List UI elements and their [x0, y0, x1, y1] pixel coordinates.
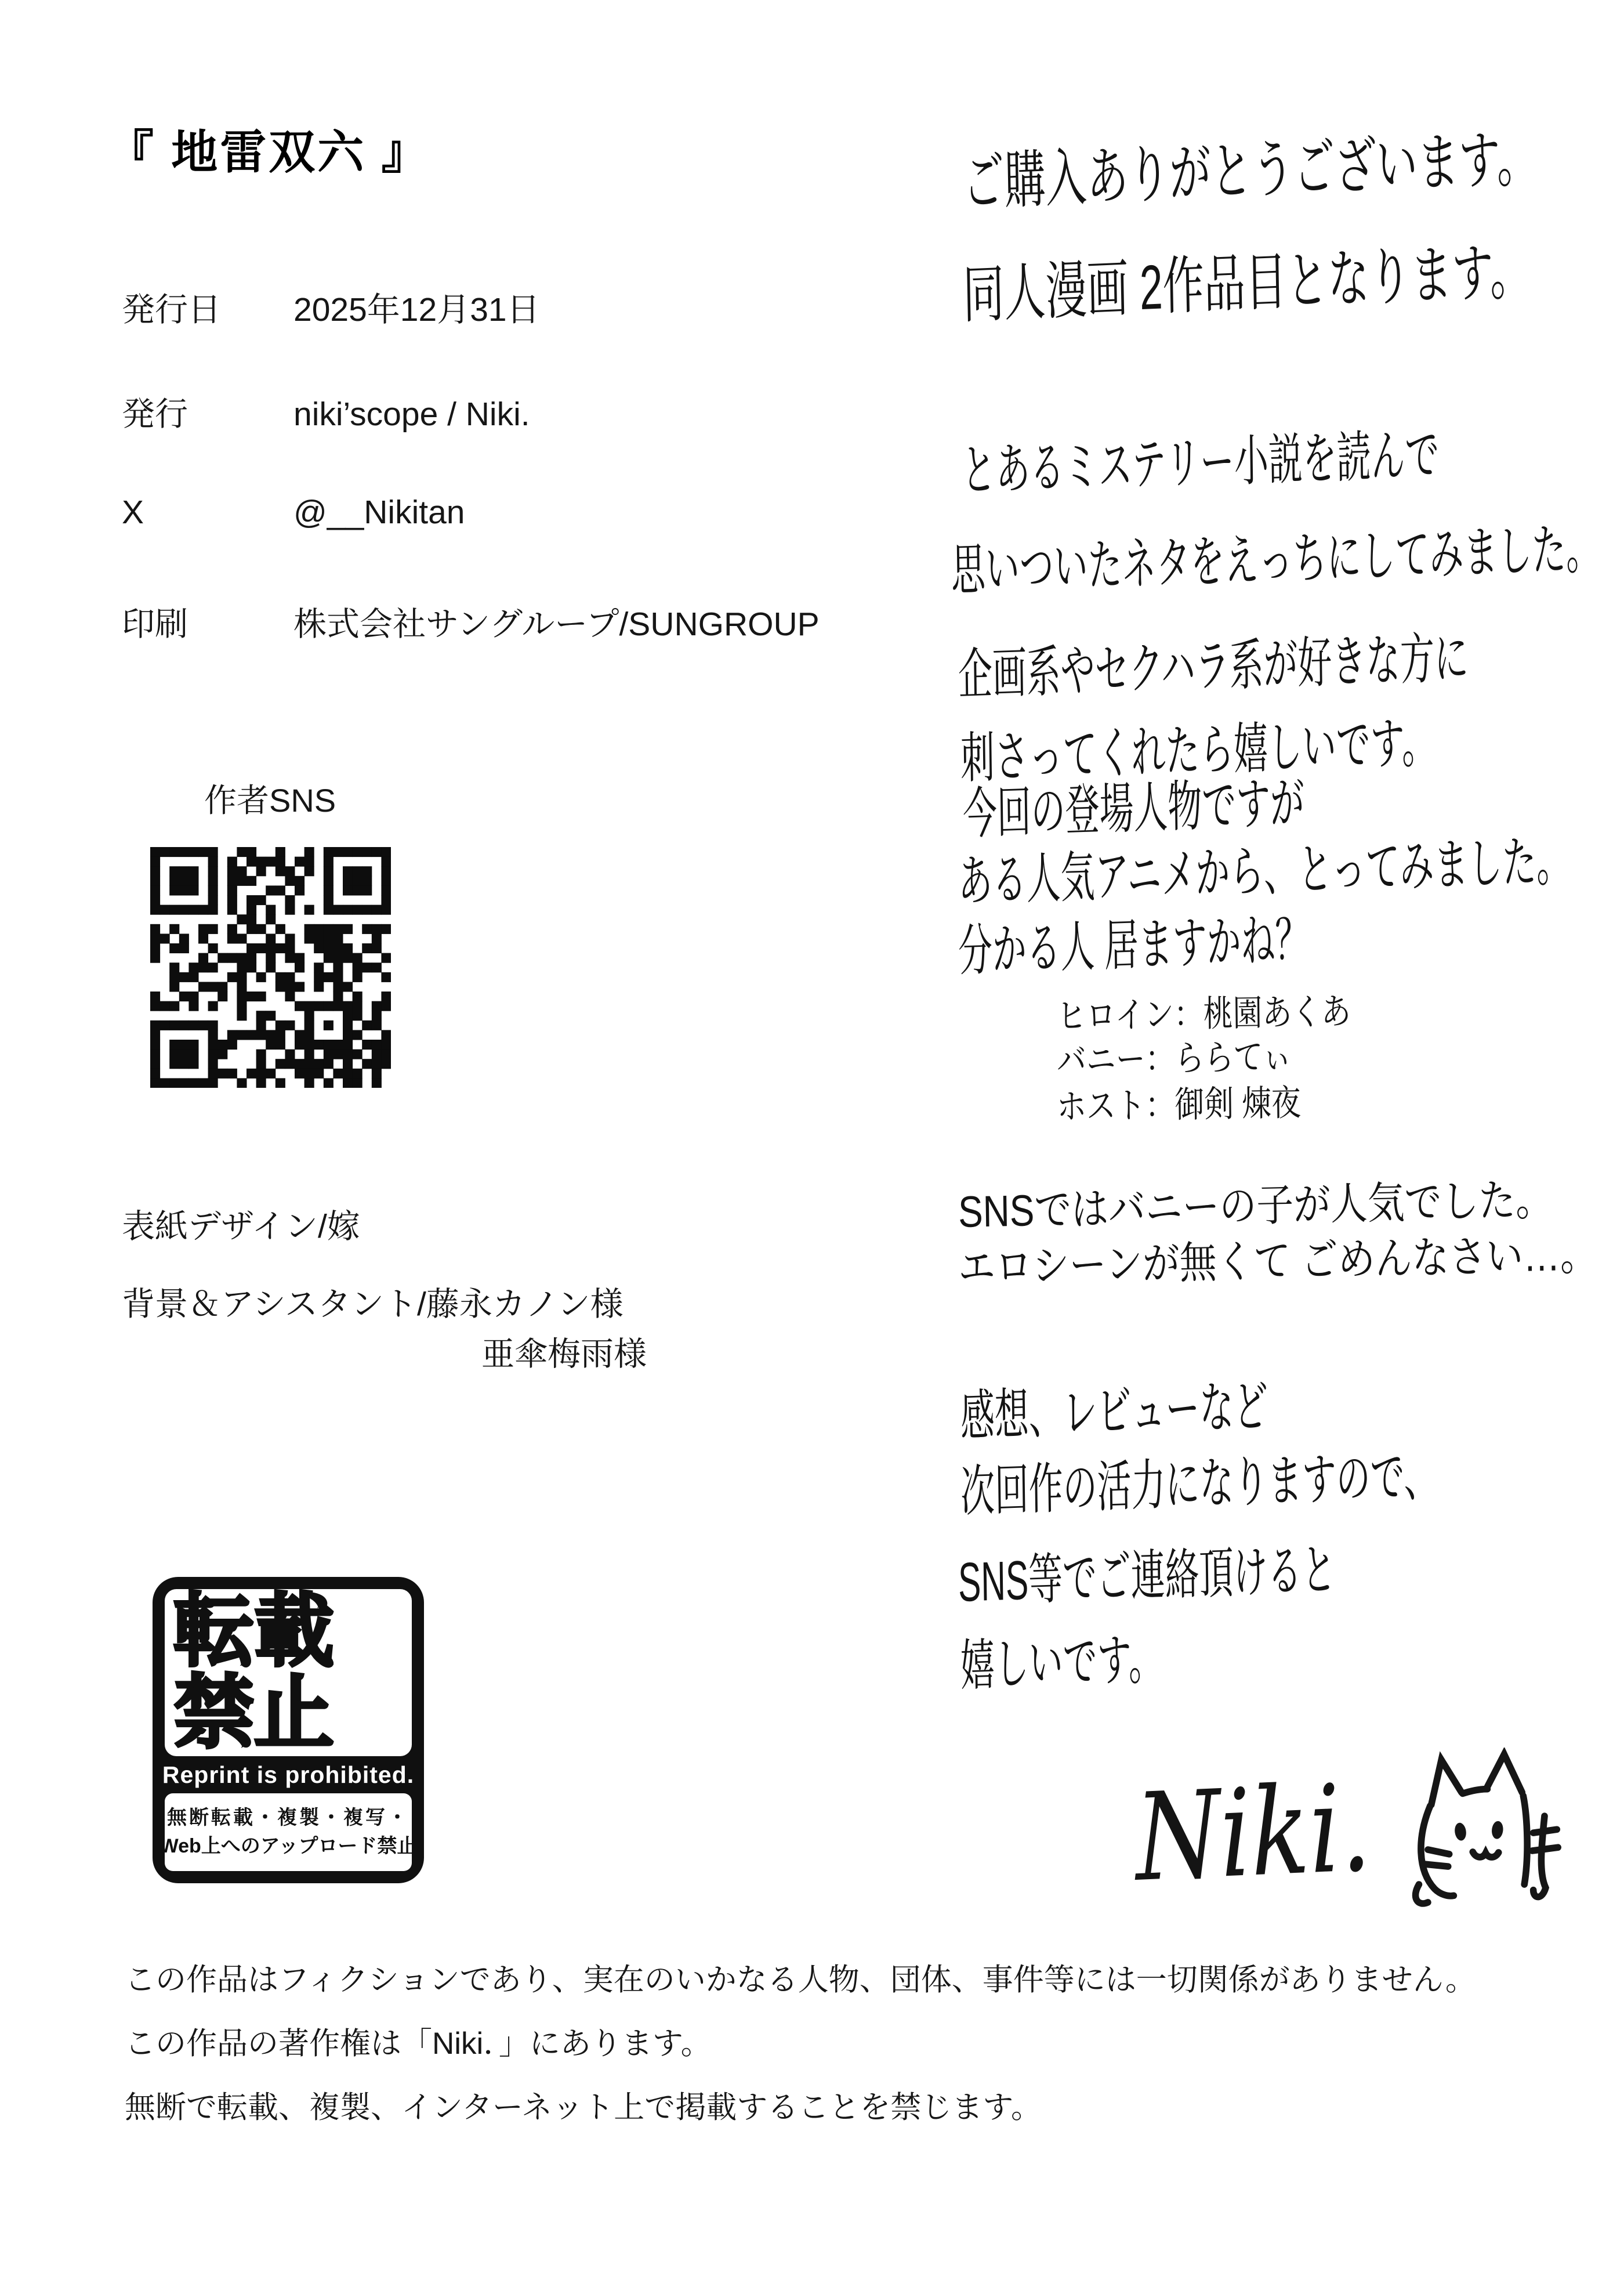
- stamp-detail-line1: 無断転載・複製・複写・: [167, 1806, 409, 1829]
- info-row-x-account: [122, 493, 465, 531]
- hw-characters-intro-line2: ある人気アニメから、とってみました。: [958, 830, 1571, 913]
- hw-characters-intro-line3: 分かる人 居ますかね？: [958, 909, 1310, 982]
- hw-thanks-line2: 同人漫画 2作品目となります。: [962, 236, 1532, 330]
- hw-request-line1: 感想、レビューなど: [960, 1376, 1268, 1448]
- hw-sns-note-line2: エロシーンが無くて ごめんなさい…。: [958, 1230, 1598, 1293]
- hw-character-host: ホスト：御剣 煉夜: [1056, 1083, 1302, 1127]
- stamp-text-tensai: 転載: [174, 1587, 335, 1677]
- hw-characters-intro-line1: 今回の登場人物ですが: [962, 772, 1305, 845]
- hw-character-bunny: バニー：ららてぃ: [1056, 1037, 1292, 1081]
- disclaimer-block: [125, 1948, 1476, 2140]
- hw-about-line4: 刺さってくれたら嬉しいです。: [960, 712, 1437, 790]
- published-date-label: 発行日: [122, 291, 221, 328]
- printer-label: 印刷: [122, 606, 188, 643]
- author-sns-label: 作者SNS: [204, 782, 336, 819]
- hw-thanks-line1: ご購入ありがとうございます。: [962, 123, 1539, 218]
- hw-about-line1: とあるミステリー小説を読んで: [961, 424, 1440, 502]
- stamp-detail-box: [160, 1793, 417, 1871]
- disclaimer-line-no-reproduction: 無断で転載、複製、インターネット上で掲載することを禁じます。: [125, 2090, 1042, 2125]
- hw-request-line3: SNS等でご連絡頂けると: [958, 1539, 1336, 1613]
- disclaimer-line-fiction: この作品はフィクションであり、実在のいかなる人物、団体、事件等には一切関係がありません。: [125, 1963, 1476, 1997]
- info-row-publisher: [122, 388, 530, 435]
- stamp-main-box: [165, 1589, 412, 1756]
- stamp-text-kinshi: 禁止: [174, 1669, 335, 1758]
- stamp-main-line2: [174, 1669, 403, 1758]
- published-date-value: 2025年12月31日: [293, 291, 540, 328]
- credit-cover-design: 表紙デザイン/嫁: [122, 1208, 360, 1245]
- stamp-english-text: Reprint is prohibited.: [162, 1761, 415, 1788]
- author-signature: Niki.: [1133, 1758, 1373, 1909]
- hw-about-line3: 企画系やセクハラ系が好きな方に: [958, 627, 1469, 706]
- publisher-label: 発行: [122, 396, 188, 433]
- hw-character-heroine: ヒロイン：桃園あくあ: [1056, 992, 1351, 1037]
- cat-doodle-icon: [1393, 1747, 1561, 1922]
- x-account-label: X: [122, 494, 144, 531]
- printer-value: 株式会社サングループ/SUNGROUP: [293, 606, 820, 643]
- credit-assistant-2: 亜傘梅雨様: [481, 1336, 647, 1373]
- hw-request-line4: 嬉しいです。: [960, 1629, 1163, 1697]
- credit-background-assistant: 背景＆アシスタント/藤永カノン様: [122, 1286, 624, 1323]
- page-title: 『 地雷双六 』: [107, 126, 430, 178]
- stamp-main-line1: [174, 1587, 403, 1677]
- stamp-detail-line2: Web上へのアップロード禁止: [160, 1835, 417, 1857]
- qr-code-icon: [150, 847, 391, 1088]
- hw-about-line2: 思いついたネタをえっちにしてみました。: [951, 518, 1601, 602]
- hw-sns-note-line1: SNSではバニーの子が人気でした。: [958, 1175, 1553, 1237]
- hw-request-line2: 次回作の活力になりますので、: [960, 1445, 1439, 1523]
- x-account-value: @__Nikitan: [293, 494, 465, 531]
- info-row-published-date: [122, 283, 540, 331]
- info-row-printer: [122, 598, 820, 645]
- publisher-value: niki’scope / Niki.: [293, 396, 530, 433]
- disclaimer-line-copyright: この作品の著作権は「Niki．」にあります。: [125, 2027, 712, 2061]
- reprint-prohibited-stamp: [153, 1577, 424, 1883]
